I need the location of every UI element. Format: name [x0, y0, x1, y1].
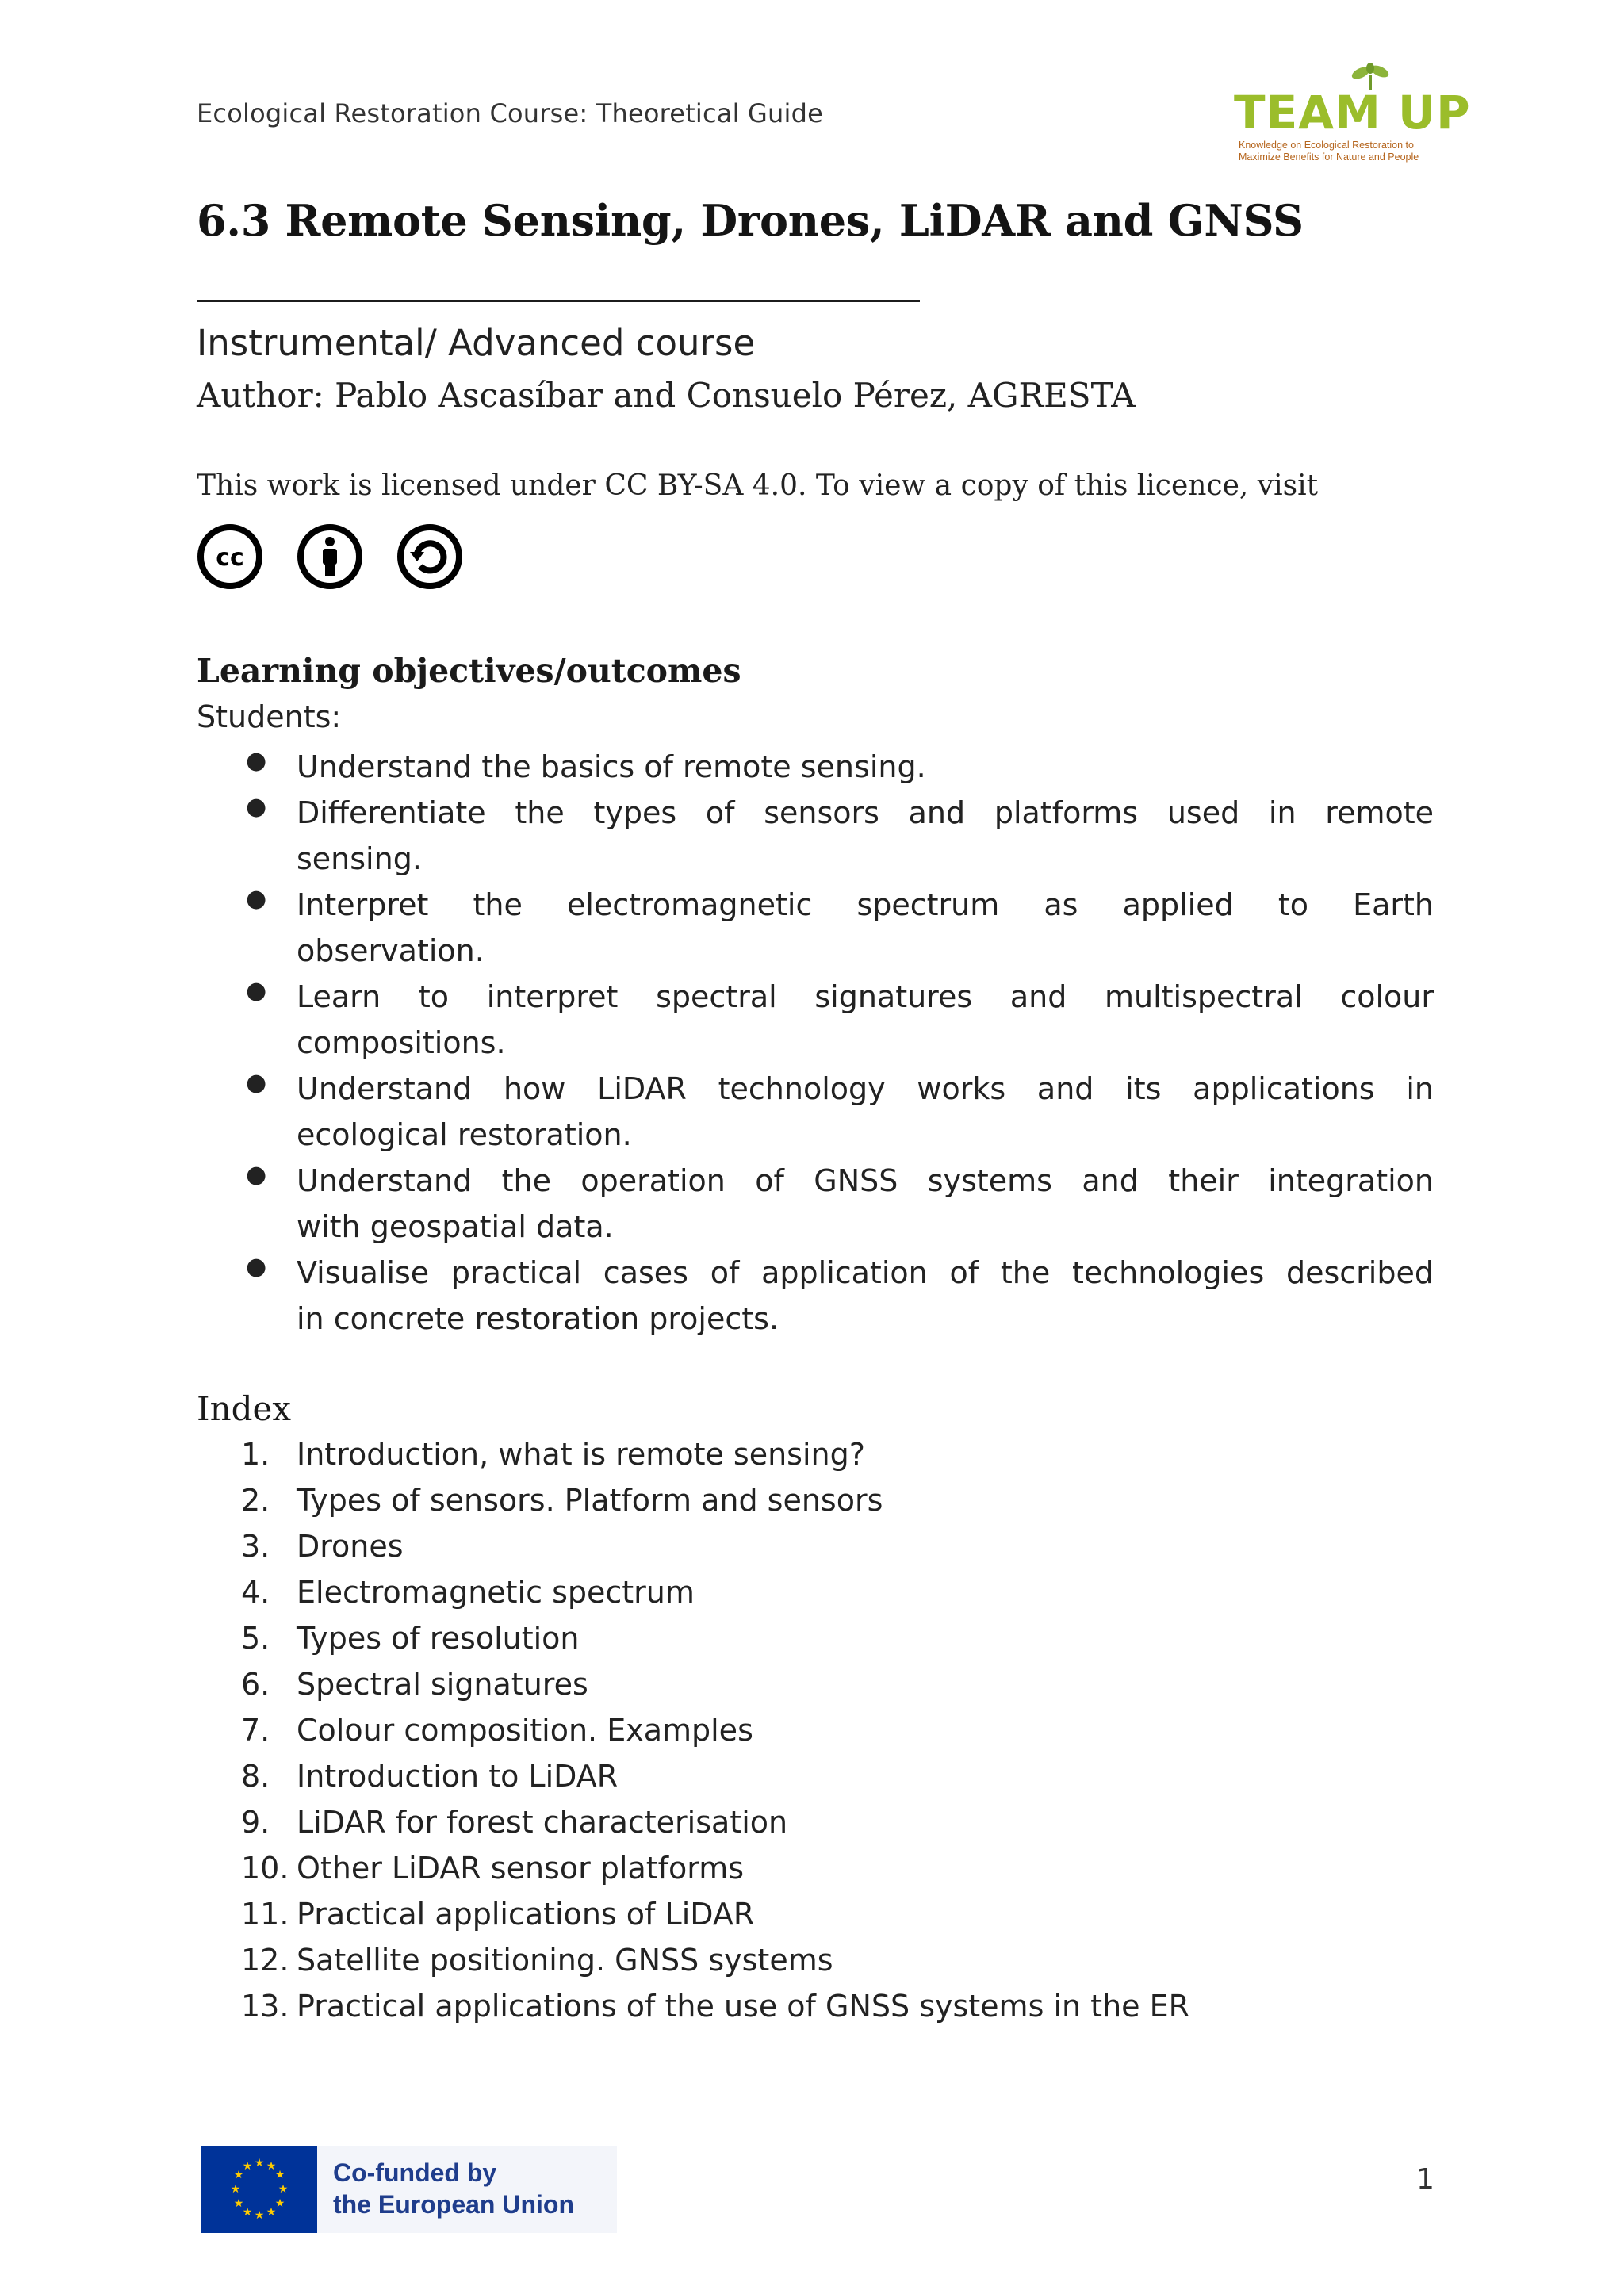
index-text: Colour composition. Examples [297, 1713, 753, 1748]
svg-text:★: ★ [230, 2183, 241, 2196]
objective-text: Differentiate the types of sensors and platforms used in remote [297, 795, 1434, 830]
objective-text: Understand the operation of GNSS systems and their integration [297, 1163, 1434, 1198]
logo-tagline-line-1: Knowledge on Ecological Restoration to [1239, 140, 1414, 151]
index-number: 5. [241, 1621, 270, 1656]
index-text: Electromagnetic spectrum [297, 1575, 695, 1610]
index-number: 13. [241, 1989, 289, 2024]
bullet-icon: ● [246, 885, 267, 913]
objective-text: Understand the basics of remote sensing. [297, 749, 926, 784]
objectives-heading: Learning objectives/outcomes [197, 652, 741, 690]
page-number: 1 [1416, 2163, 1434, 2196]
index-number: 4. [241, 1575, 270, 1610]
objectives-intro: Students: [197, 699, 342, 734]
index-text: Practical applications of LiDAR [297, 1897, 755, 1932]
bullet-icon: ● [246, 747, 267, 775]
teamup-logo [1221, 63, 1475, 167]
svg-text:★: ★ [254, 2209, 265, 2222]
index-text: Introduction to LiDAR [297, 1759, 619, 1794]
page-title: 6.3 Remote Sensing, Drones, LiDAR and GNSS [197, 195, 1304, 246]
index-number: 6. [241, 1667, 270, 1702]
index-heading: Index [197, 1389, 292, 1428]
logo-tagline-line-2: Maximize Benefits for Nature and People [1239, 151, 1419, 163]
index-text: Other LiDAR sensor platforms [297, 1851, 745, 1886]
index-number: 2. [241, 1483, 270, 1518]
index-item [0, 1483, 1624, 1529]
objective-text-continued: observation. [297, 933, 485, 968]
cc-icon [197, 523, 263, 590]
bullet-icon: ● [246, 793, 267, 821]
index-text: Types of sensors. Platform and sensors [297, 1483, 883, 1518]
index-item [0, 1437, 1624, 1483]
index-item [0, 1851, 1624, 1897]
index-number: 12. [241, 1943, 289, 1978]
objective-text: Understand how LiDAR technology works and its applications in [297, 1071, 1434, 1106]
index-number: 9. [241, 1805, 270, 1840]
svg-text:★: ★ [274, 2197, 285, 2210]
index-item [0, 1575, 1624, 1621]
bullet-icon: ● [246, 1069, 267, 1097]
title-divider [197, 300, 920, 302]
svg-text:★: ★ [266, 2206, 277, 2219]
svg-text:cc: cc [216, 544, 244, 572]
index-number: 7. [241, 1713, 270, 1748]
logo-wordmark: TEAM UP [1234, 86, 1471, 140]
index-item [0, 1529, 1624, 1575]
index-number: 1. [241, 1437, 270, 1472]
share-alike-icon [396, 523, 463, 590]
svg-text:★: ★ [278, 2183, 289, 2196]
index-item [0, 1989, 1624, 2035]
eu-text-line-2: the European Union [333, 2190, 574, 2219]
course-level: Instrumental/ Advanced course [197, 322, 756, 364]
svg-text:★: ★ [266, 2160, 277, 2173]
index-number: 10. [241, 1851, 289, 1886]
svg-text:★: ★ [254, 2157, 265, 2170]
index-text: Satellite positioning. GNSS systems [297, 1943, 833, 1978]
licence-text: This work is licensed under CC BY-SA 4.0. To view a copy of this licence, visit [197, 469, 1319, 502]
index-number: 8. [241, 1759, 270, 1794]
objective-text: Learn to interpret spectral signatures and multispectral colour [297, 979, 1434, 1014]
index-item [0, 1667, 1624, 1713]
objective-text-continued: ecological restoration. [297, 1117, 632, 1152]
objective-text: Visualise practical cases of application of the technologies described [297, 1255, 1434, 1290]
objective-text-continued: with geospatial data. [297, 1209, 614, 1244]
index-number: 3. [241, 1529, 270, 1564]
logo-tagline [1239, 140, 1419, 163]
author-line: Author: Pablo Ascasíbar and Consuelo Pérez, AGRESTA [197, 376, 1136, 415]
svg-text:★: ★ [233, 2197, 244, 2210]
eu-flag-icon [201, 2146, 317, 2233]
index-text: Introduction, what is remote sensing? [297, 1437, 865, 1472]
bullet-icon: ● [246, 977, 267, 1005]
objective-text-continued: sensing. [297, 841, 422, 876]
objective-text-continued: in concrete restoration projects. [297, 1301, 779, 1336]
bullet-icon: ● [246, 1161, 267, 1189]
index-text: Spectral signatures [297, 1667, 588, 1702]
index-number: 11. [241, 1897, 289, 1932]
index-item [0, 1897, 1624, 1943]
attribution-icon [297, 523, 363, 590]
svg-text:★: ★ [242, 2206, 253, 2219]
index-item [0, 1621, 1624, 1667]
objective-text-continued: compositions. [297, 1025, 506, 1060]
eu-text-line-1: Co-funded by [333, 2158, 497, 2187]
index-item [0, 1805, 1624, 1851]
index-text: Practical applications of the use of GNSS systems in the ER [297, 1989, 1190, 2024]
eu-cofunded-badge [201, 2146, 617, 2233]
svg-text:★: ★ [274, 2169, 285, 2181]
bullet-icon: ● [246, 1253, 267, 1281]
index-text: Types of resolution [297, 1621, 580, 1656]
index-item [0, 1943, 1624, 1989]
objective-text: Interpret the electromagnetic spectrum as applied to Earth [297, 887, 1434, 922]
index-text: LiDAR for forest characterisation [297, 1805, 788, 1840]
svg-text:★: ★ [233, 2169, 244, 2181]
svg-text:★: ★ [242, 2160, 253, 2173]
index-text: Drones [297, 1529, 404, 1564]
index-item [0, 1759, 1624, 1805]
document-header-title: Ecological Restoration Course: Theoretical Guide [197, 98, 824, 128]
index-item [0, 1713, 1624, 1759]
eu-cofunded-text [333, 2157, 574, 2220]
